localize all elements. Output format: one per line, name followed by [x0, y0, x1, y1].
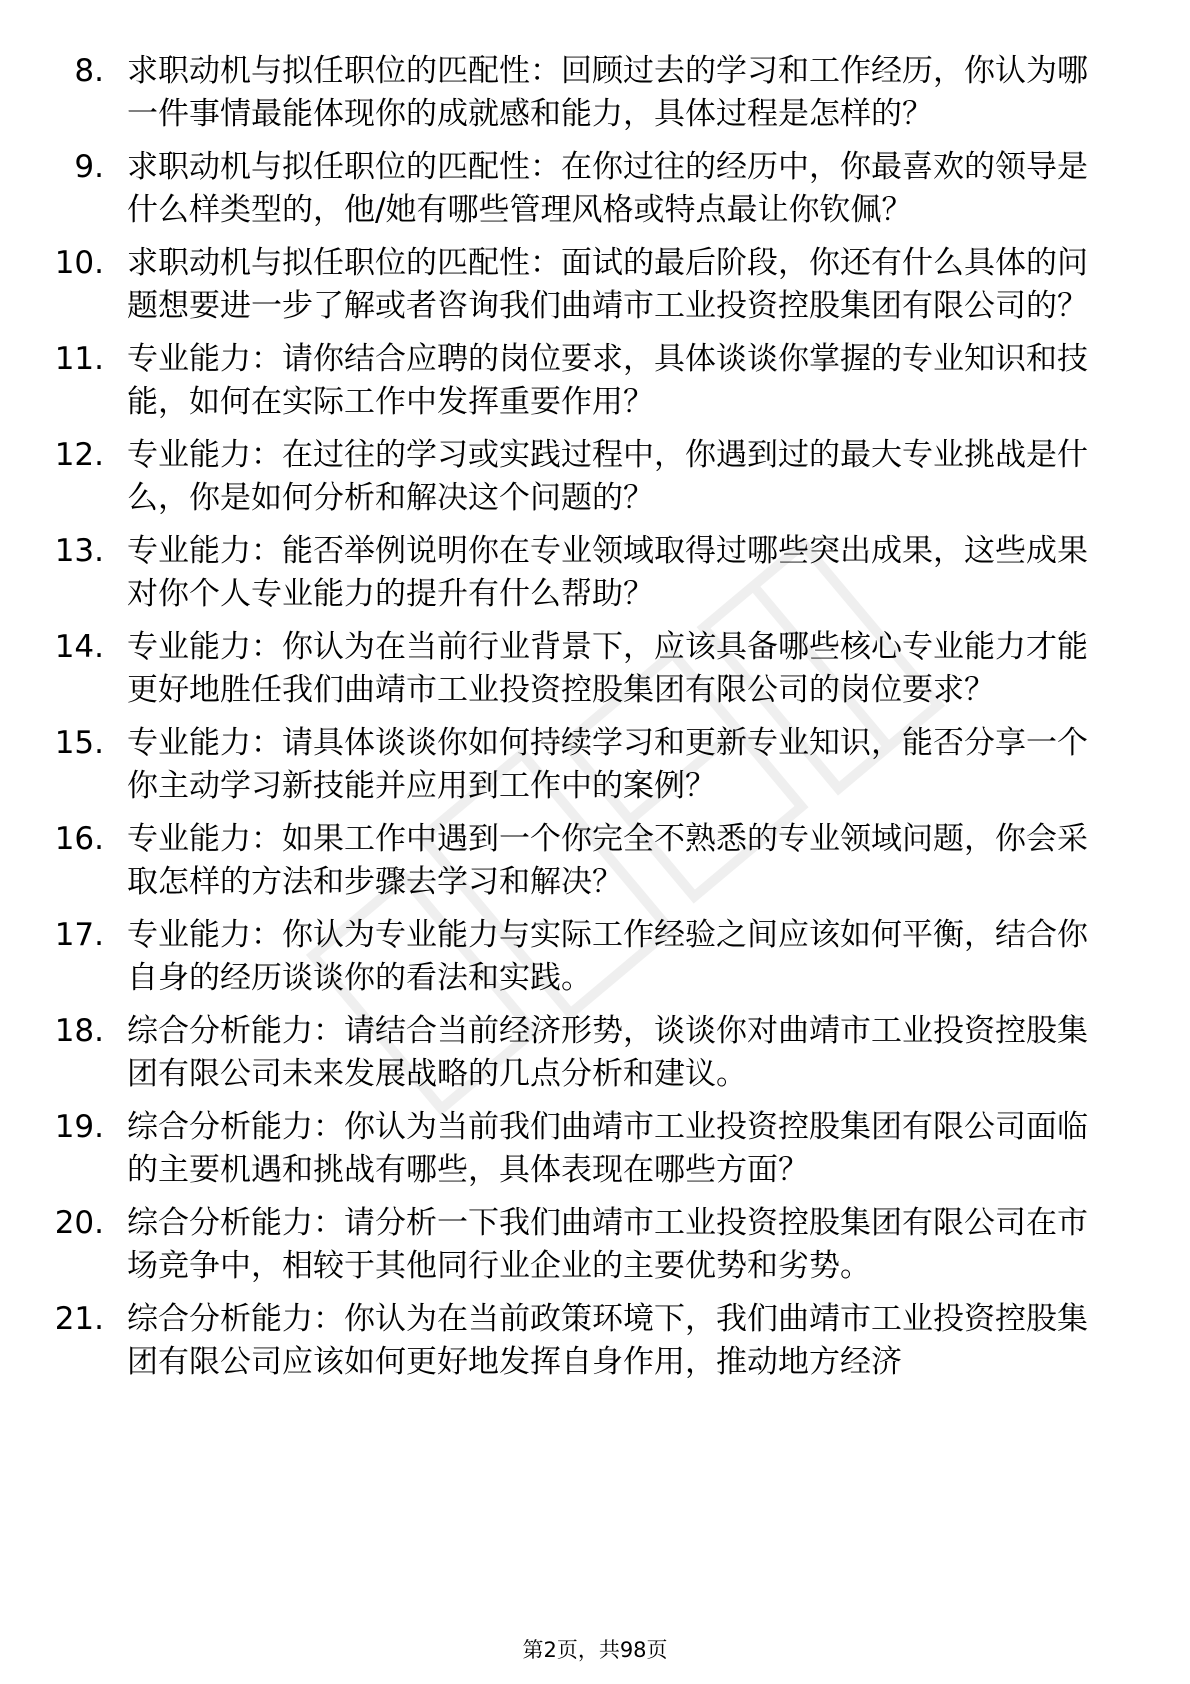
question-number: 20. — [54, 1205, 104, 1241]
question-number: 14. — [54, 629, 104, 665]
question-number: 16. — [54, 821, 104, 857]
question-item — [0, 530, 1190, 616]
question-text: 综合分析能力：请结合当前经济形势，谈谈你对曲靖市工业投资控股集团有限公司未来发展战略的几点分析和建议。 — [127, 1013, 1088, 1092]
question-number: 8. — [74, 53, 104, 89]
question-item — [0, 1106, 1190, 1192]
question-text: 专业能力：如果工作中遇到一个你完全不熟悉的专业领域问题，你会采取怎样的方法和步骤去学习和解决？ — [127, 821, 1088, 900]
question-text: 专业能力：你认为在当前行业背景下，应该具备哪些核心专业能力才能更好地胜任我们曲靖市工业投资控股集团有限公司的岗位要求？ — [127, 629, 1088, 708]
question-text: 专业能力：能否举例说明你在专业领域取得过哪些突出成果，这些成果对你个人专业能力的提升有什么帮助？ — [127, 533, 1088, 612]
question-number: 13. — [54, 533, 104, 569]
question-item — [0, 338, 1190, 424]
question-number: 10. — [54, 245, 104, 281]
question-item — [0, 626, 1190, 712]
question-item — [0, 1298, 1190, 1384]
question-item — [0, 146, 1190, 232]
question-text: 专业能力：在过往的学习或实践过程中，你遇到过的最大专业挑战是什么，你是如何分析和解决这个问题的？ — [127, 437, 1088, 516]
question-text: 专业能力：你认为专业能力与实际工作经验之间应该如何平衡，结合你自身的经历谈谈你的看法和实践。 — [127, 917, 1088, 996]
question-number: 9. — [74, 149, 104, 185]
question-text: 专业能力：请具体谈谈你如何持续学习和更新专业知识，能否分享一个你主动学习新技能并应用到工作中的案例？ — [127, 725, 1088, 804]
question-number: 11. — [54, 341, 104, 377]
question-text: 求职动机与拟任职位的匹配性：回顾过去的学习和工作经历，你认为哪一件事情最能体现你的成就感和能力，具体过程是怎样的？ — [127, 53, 1088, 132]
question-text: 求职动机与拟任职位的匹配性：在你过往的经历中，你最喜欢的领导是什么样类型的，他/她有哪些管理风格或特点最让你钦佩？ — [127, 149, 1088, 228]
question-number: 18. — [54, 1013, 104, 1049]
question-item — [0, 434, 1190, 520]
question-text: 综合分析能力：你认为在当前政策环境下，我们曲靖市工业投资控股集团有限公司应该如何更好地发挥自身作用，推动地方经济 — [127, 1301, 1088, 1380]
question-text: 综合分析能力：请分析一下我们曲靖市工业投资控股集团有限公司在市场竞争中，相较于其他同行业企业的主要优势和劣势。 — [127, 1205, 1088, 1284]
question-number: 17. — [54, 917, 104, 953]
question-number: 21. — [54, 1301, 104, 1337]
question-list — [0, 50, 1190, 1394]
question-item — [0, 50, 1190, 136]
question-item — [0, 1202, 1190, 1288]
question-item — [0, 242, 1190, 328]
question-item — [0, 722, 1190, 808]
question-item — [0, 914, 1190, 1000]
question-text: 求职动机与拟任职位的匹配性：面试的最后阶段，你还有什么具体的问题想要进一步了解或者咨询我们曲靖市工业投资控股集团有限公司的？ — [127, 245, 1088, 324]
question-number: 19. — [54, 1109, 104, 1145]
question-item — [0, 818, 1190, 904]
question-text: 专业能力：请你结合应聘的岗位要求，具体谈谈你掌握的专业知识和技能，如何在实际工作中发挥重要作用？ — [127, 341, 1088, 420]
question-number: 15. — [54, 725, 104, 761]
page-number: 第2页，共98页 — [522, 1638, 668, 1662]
question-text: 综合分析能力：你认为当前我们曲靖市工业投资控股集团有限公司面临的主要机遇和挑战有哪些，具体表现在哪些方面？ — [127, 1109, 1088, 1188]
question-item — [0, 1010, 1190, 1096]
question-number: 12. — [54, 437, 104, 473]
